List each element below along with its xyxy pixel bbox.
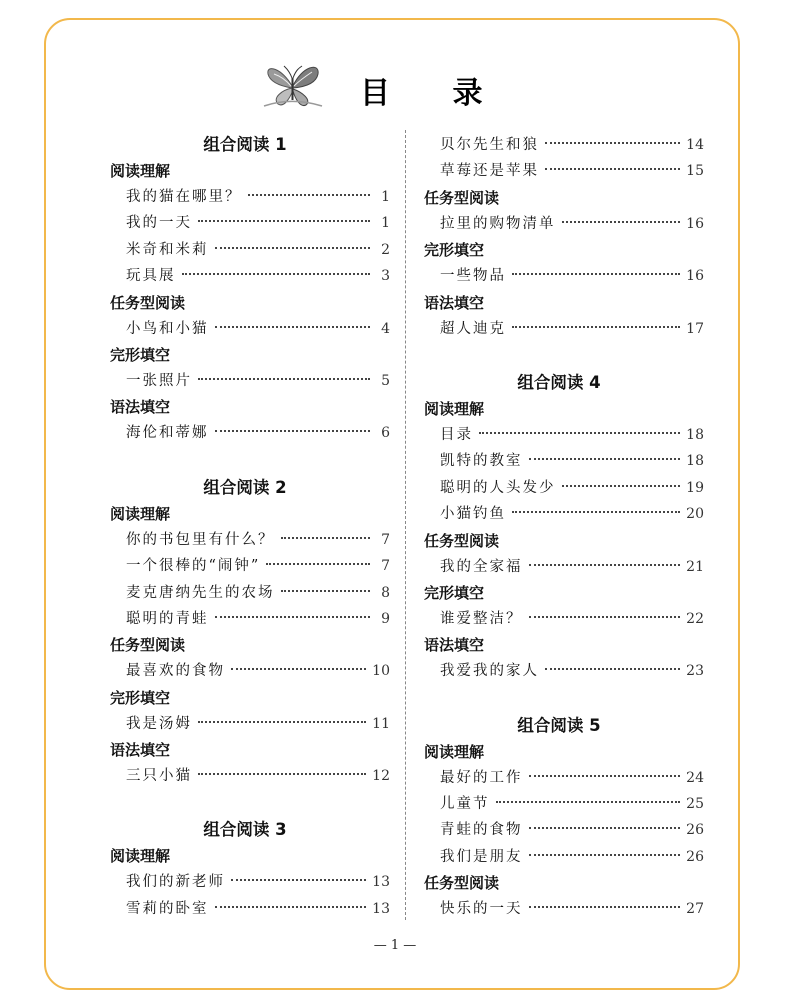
group-title: 组合阅读 2 [203,477,287,497]
entry-title: 谁爱整洁？ [440,610,523,627]
entry-title: 青蛙的食物 [440,822,523,839]
entry-title: 超人迪克 [440,320,506,337]
entry-title: 我是汤姆 [126,715,192,732]
section-heading: 语法填空 [424,293,485,312]
section-heading: 语法填空 [110,398,171,417]
section-heading: 任务型阅读 [110,636,186,655]
entry-title: 你的书包里有什么？ [126,531,275,548]
dot-leader [529,854,681,856]
group-title: 组合阅读 4 [517,372,601,392]
dot-leader [215,247,371,249]
toc-entry [424,765,704,791]
toc-entry [110,763,390,789]
entry-page: 20 [686,506,704,523]
entry-page: 3 [381,268,390,285]
entry-page: 16 [686,215,704,232]
toc-entry [110,316,390,342]
dot-leader [545,168,680,170]
section-heading: 完形填空 [424,583,485,602]
toc-entry [424,606,704,632]
dot-leader [281,590,371,592]
entry-title: 我爱我的家人 [440,663,539,680]
entry-title: 米奇和米莉 [126,241,209,258]
column-divider [405,130,406,920]
toc-entry [424,896,704,922]
dot-leader [562,485,681,487]
entry-page: 17 [686,320,704,337]
dot-leader [545,668,680,670]
entry-title: 草莓还是苹果 [440,163,539,180]
toc-entry [424,132,704,158]
section-heading: 语法填空 [110,741,171,760]
entry-title: 拉里的购物清单 [440,215,556,232]
toc-entry [424,501,704,527]
toc-entry [424,475,704,501]
entry-title: 一些物品 [440,268,506,285]
section-heading: 完形填空 [110,688,171,707]
section-heading: 阅读理解 [424,399,485,418]
group-spacer [424,342,704,370]
dot-leader [512,511,680,513]
dot-leader [215,616,371,618]
entry-title: 最喜欢的食物 [126,663,225,680]
section-heading: 完形填空 [424,241,485,260]
dot-leader [529,827,681,829]
section-heading: 阅读理解 [424,742,485,761]
group-title: 组合阅读 5 [517,715,601,735]
dot-leader [562,221,681,223]
toc-entry [424,844,704,870]
entry-title: 聪明的青蛙 [126,610,209,627]
dot-leader [198,773,366,775]
entry-page: 12 [372,768,390,785]
entry-page: 13 [372,900,390,917]
toc-entry [424,448,704,474]
section-heading: 任务型阅读 [110,293,186,312]
toc-entry [424,263,704,289]
group-spacer [110,789,390,817]
toc-entry [424,554,704,580]
entry-title: 我们是朋友 [440,848,523,865]
toc-entry [110,527,390,553]
entry-page: 14 [686,137,704,153]
entry-page: 27 [686,901,704,918]
entry-title: 我的一天 [126,215,192,232]
toc-entry [110,368,390,394]
dot-leader [198,721,366,723]
dot-leader [529,458,681,460]
dot-leader [198,220,370,222]
entry-page: 22 [686,610,704,627]
toc-entry [110,711,390,737]
entry-title: 凯特的教室 [440,453,523,470]
entry-title: 三只小猫 [126,768,192,785]
entry-page: 15 [686,163,704,180]
dot-leader [529,906,681,908]
dot-leader [281,537,371,539]
entry-page: 9 [381,610,390,627]
toc-entry [110,553,390,579]
toc-entry [110,606,390,632]
dot-leader [512,273,680,275]
toc-entry [110,580,390,606]
left-column [110,132,390,922]
toc-entry [424,211,704,237]
entry-page: 16 [686,268,704,285]
entry-page: 2 [381,241,390,258]
toc-entry [110,658,390,684]
section-heading: 阅读理解 [110,504,171,523]
toc-entry [110,420,390,446]
entry-page: 26 [686,848,704,865]
dot-leader [231,879,366,881]
dot-leader [479,432,680,434]
butterfly-icon [262,60,324,110]
header [0,58,790,118]
entry-title: 一张照片 [126,372,192,389]
group-spacer [424,685,704,713]
entry-page: 26 [686,822,704,839]
toc-entry [424,158,704,184]
entry-page: 1 [381,215,390,232]
dot-leader [215,326,371,328]
toc-entry [110,184,390,210]
entry-page: 6 [381,425,390,442]
entry-page: 23 [686,663,704,680]
entry-title: 我们的新老师 [126,874,225,891]
section-heading: 任务型阅读 [424,531,500,550]
entry-title: 最好的工作 [440,769,523,786]
group-title: 组合阅读 1 [203,135,287,154]
toc-entry [424,316,704,342]
entry-page: 18 [686,426,704,443]
section-heading: 语法填空 [424,636,485,655]
toc-entry [424,422,704,448]
dot-leader [215,906,367,908]
dot-leader [215,430,371,432]
dot-leader [512,326,680,328]
dot-leader [198,378,370,380]
entry-title: 小猫钓鱼 [440,506,506,523]
toc-entry [110,896,390,922]
section-heading: 任务型阅读 [424,874,500,893]
section-heading: 阅读理解 [110,847,171,866]
dot-leader [545,142,680,144]
dot-leader [266,563,370,565]
entry-title: 我的全家福 [440,558,523,575]
right-column [424,132,704,923]
toc-entry [424,791,704,817]
entry-page: 4 [381,320,390,337]
page-number: — 1 — [373,938,417,953]
entry-page: 13 [372,874,390,891]
entry-page: 21 [686,558,704,575]
entry-page: 19 [686,479,704,496]
entry-title: 雪莉的卧室 [126,900,209,917]
page-title: 目 录 [360,76,509,111]
entry-page: 8 [381,584,390,601]
group-title: 组合阅读 3 [203,820,287,840]
entry-page: 10 [372,663,390,680]
entry-title: 玩具展 [126,268,176,285]
dot-leader [529,616,681,618]
entry-title: 贝尔先生和狼 [440,137,539,153]
entry-title: 聪明的人头发少 [440,479,556,496]
entry-page: 7 [381,558,390,575]
dot-leader [231,668,366,670]
entry-title: 儿童节 [440,796,490,813]
entry-title: 麦克唐纳先生的农场 [126,584,275,601]
section-heading: 任务型阅读 [424,188,500,207]
toc-entry [110,263,390,289]
toc-entry [424,817,704,843]
entry-title: 小鸟和小猫 [126,320,209,337]
toc-entry [424,658,704,684]
group-spacer [110,447,390,475]
entry-title: 海伦和蒂娜 [126,425,209,442]
toc-entry [110,869,390,895]
entry-page: 1 [381,189,390,205]
entry-page: 5 [381,372,390,389]
entry-title: 目录 [440,426,473,443]
entry-title: 一个很棒的“闹钟” [126,558,261,575]
dot-leader [496,801,681,803]
toc-entry [110,210,390,236]
entry-page: 18 [686,453,704,470]
entry-page: 11 [372,715,390,732]
entry-page: 7 [381,531,390,548]
dot-leader [248,194,371,196]
section-heading: 阅读理解 [110,162,171,180]
entry-title: 我的猫在哪里？ [126,189,242,205]
entry-page: 24 [686,769,704,786]
toc-entry [110,237,390,263]
dot-leader [529,564,681,566]
section-heading: 完形填空 [110,345,171,364]
dot-leader [529,775,681,777]
entry-page: 25 [686,796,704,813]
dot-leader [182,273,371,275]
entry-title: 快乐的一天 [440,901,523,918]
